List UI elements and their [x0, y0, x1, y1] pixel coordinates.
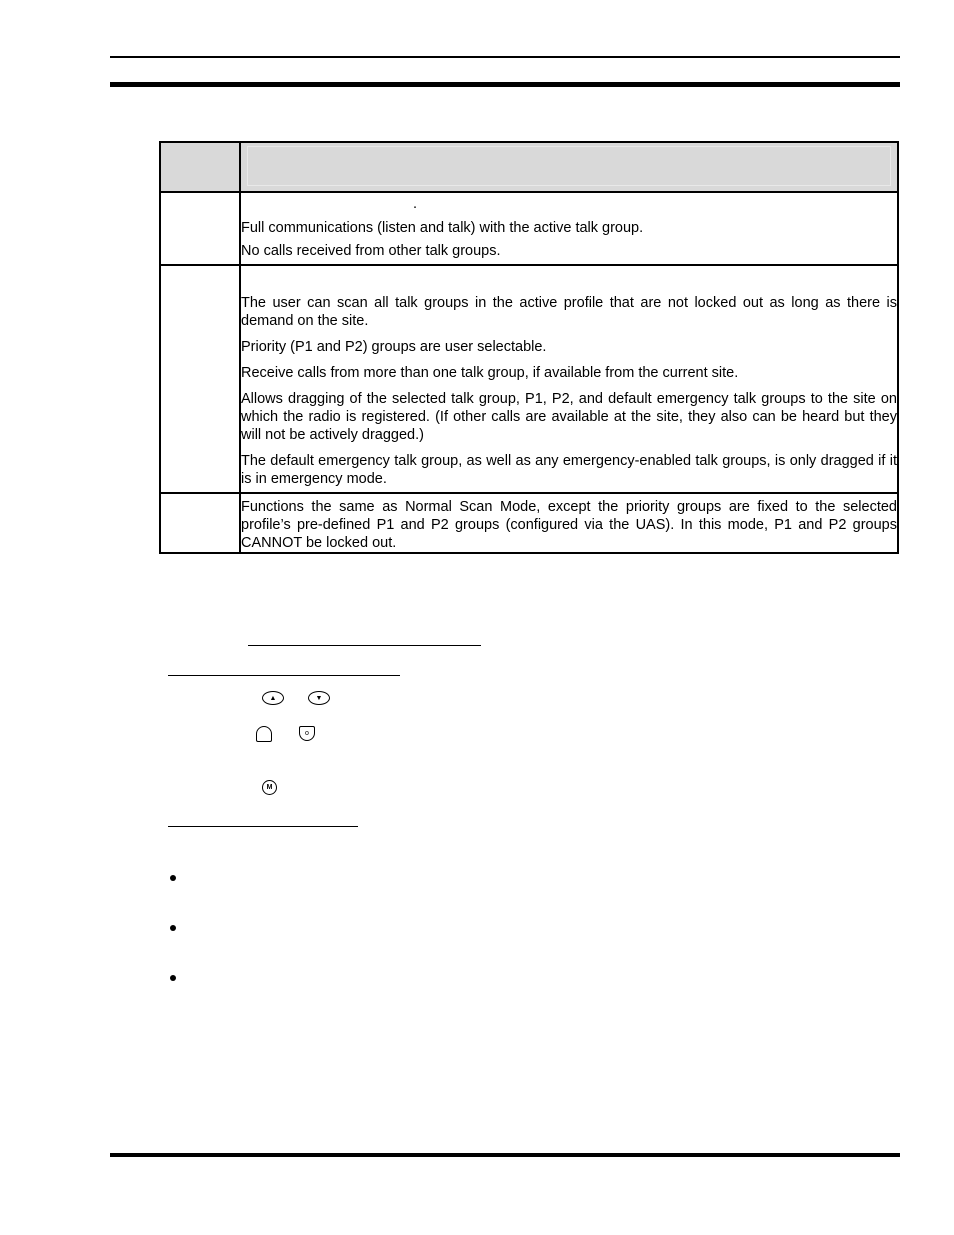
bullet-icon: [170, 975, 176, 981]
mode-cell: [160, 192, 240, 265]
left-soft-key-icon: [256, 726, 272, 742]
mode-cell: [160, 493, 240, 553]
stray-period: .: [413, 196, 418, 212]
description-line: Receive calls from more than one talk group, if available from the current site.: [241, 365, 739, 381]
table-header-mode-cell: [160, 142, 240, 192]
scan-mode-table: [159, 141, 899, 554]
table-row: [160, 265, 898, 493]
description-cell: [240, 192, 898, 265]
description-line: Priority (P1 and P2) groups are user selectable.: [241, 339, 547, 355]
table-row: [160, 493, 898, 553]
description-cell: [240, 265, 898, 493]
bullet-icon: [170, 925, 176, 931]
mode-cell: [160, 265, 240, 493]
notes-heading-underline: [168, 826, 358, 827]
description-line: The default emergency talk group, as well as any emergency-enabled talk groups, is only dragged if it is in emergency mode.: [241, 453, 897, 487]
table-header-description-cell: [240, 142, 898, 192]
description-cell: [240, 493, 898, 553]
bullet-icon: [170, 875, 176, 881]
section-link-underline: [248, 645, 481, 646]
header-rule-thin: [110, 56, 900, 58]
table-header-row: [160, 142, 898, 192]
description-line: Functions the same as Normal Scan Mode, except the priority groups are fixed to the selected profile’s pre-defined P1 and P2 groups (configured via the UAS). In this mode, P1 and P2 groups CANNOT be locked out.: [241, 499, 897, 551]
description-line: Allows dragging of the selected talk group, P1, P2, and default emergency talk groups to the site on which the radio is registered. (If other calls are available at the site, they also can be heard but they will not be actively dragged.): [241, 391, 897, 443]
procedure-heading-underline: [168, 675, 400, 676]
description-line: The user can scan all talk groups in the active profile that are not locked out as long as there is demand on the site.: [241, 295, 897, 329]
footer-rule: [110, 1153, 900, 1157]
down-arrow-key-icon: ▼: [308, 691, 330, 705]
up-arrow-key-icon: ▲: [262, 691, 284, 705]
header-rule-thick: [110, 82, 900, 87]
description-line: Full communications (listen and talk) with the active talk group.: [241, 220, 644, 236]
description-line: No calls received from other talk groups.: [241, 243, 501, 259]
option-key-icon: o: [299, 726, 315, 741]
table-row: [160, 192, 898, 265]
menu-key-icon: M: [262, 780, 277, 795]
